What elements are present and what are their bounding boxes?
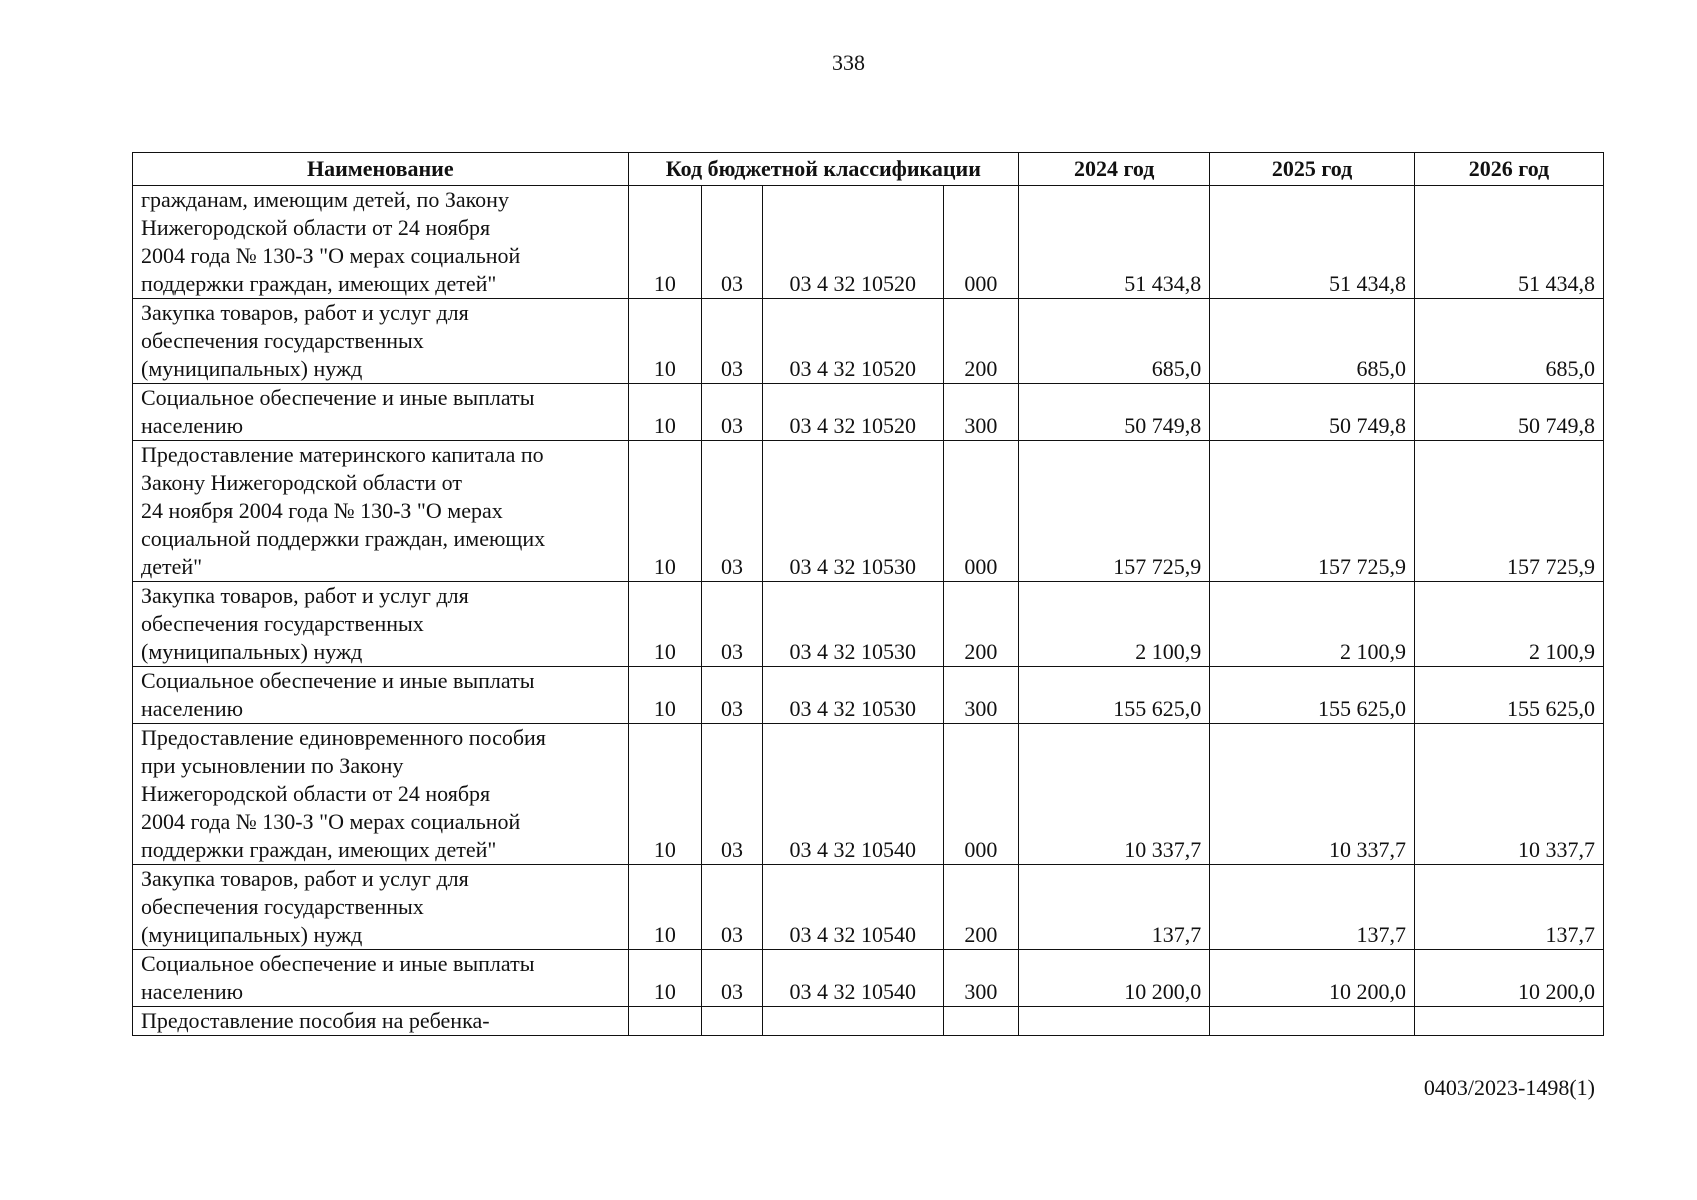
row-value-2026: 51 434,8 <box>1414 186 1603 299</box>
table-row <box>133 299 1604 384</box>
row-value-2026 <box>1414 1007 1603 1036</box>
row-section: 10 <box>628 186 701 299</box>
row-name: Закупка товаров, работ и услуг для обеспечения государственных (муниципальных) нужд <box>133 299 629 384</box>
row-subsection: 03 <box>702 865 763 950</box>
header-name: Наименование <box>133 153 629 186</box>
row-name: Закупка товаров, работ и услуг для обеспечения государственных (муниципальных) нужд <box>133 582 629 667</box>
row-value-2026: 10 200,0 <box>1414 950 1603 1007</box>
table-body <box>133 186 1604 1036</box>
row-value-2025: 50 749,8 <box>1210 384 1415 441</box>
row-value-2026: 157 725,9 <box>1414 441 1603 582</box>
row-value-2025: 51 434,8 <box>1210 186 1415 299</box>
row-expense-type: 300 <box>943 384 1019 441</box>
row-value-2025: 10 200,0 <box>1210 950 1415 1007</box>
row-expense-type: 300 <box>943 667 1019 724</box>
row-value-2024: 137,7 <box>1019 865 1210 950</box>
row-subsection: 03 <box>702 667 763 724</box>
row-target-article: 03 4 32 10540 <box>762 865 943 950</box>
row-name: Социальное обеспечение и иные выплаты населению <box>133 384 629 441</box>
table-row <box>133 186 1604 299</box>
table-row <box>133 950 1604 1007</box>
row-subsection: 03 <box>702 950 763 1007</box>
row-value-2025: 155 625,0 <box>1210 667 1415 724</box>
row-subsection <box>702 1007 763 1036</box>
row-value-2025: 10 337,7 <box>1210 724 1415 865</box>
row-section: 10 <box>628 582 701 667</box>
row-subsection: 03 <box>702 384 763 441</box>
row-target-article: 03 4 32 10530 <box>762 582 943 667</box>
row-section: 10 <box>628 441 701 582</box>
table-row <box>133 1007 1604 1036</box>
table-row <box>133 667 1604 724</box>
row-expense-type <box>943 1007 1019 1036</box>
row-value-2025: 137,7 <box>1210 865 1415 950</box>
row-subsection: 03 <box>702 441 763 582</box>
row-section: 10 <box>628 667 701 724</box>
header-budget-code: Код бюджетной классификации <box>628 153 1019 186</box>
row-value-2024: 157 725,9 <box>1019 441 1210 582</box>
row-value-2026: 2 100,9 <box>1414 582 1603 667</box>
row-expense-type: 000 <box>943 186 1019 299</box>
document-code: 0403/2023-1498(1) <box>1423 1075 1595 1100</box>
row-subsection: 03 <box>702 724 763 865</box>
row-name: Предоставление пособия на ребенка- <box>133 1007 629 1036</box>
row-subsection: 03 <box>702 186 763 299</box>
row-subsection: 03 <box>702 299 763 384</box>
table-row <box>133 724 1604 865</box>
row-value-2024: 155 625,0 <box>1019 667 1210 724</box>
row-target-article: 03 4 32 10520 <box>762 384 943 441</box>
row-value-2025 <box>1210 1007 1415 1036</box>
row-target-article: 03 4 32 10520 <box>762 186 943 299</box>
row-expense-type: 000 <box>943 724 1019 865</box>
row-target-article: 03 4 32 10530 <box>762 667 943 724</box>
row-target-article <box>762 1007 943 1036</box>
row-expense-type: 200 <box>943 865 1019 950</box>
row-target-article: 03 4 32 10530 <box>762 441 943 582</box>
header-2025: 2025 год <box>1210 153 1415 186</box>
row-value-2024: 51 434,8 <box>1019 186 1210 299</box>
row-section: 10 <box>628 384 701 441</box>
row-value-2024 <box>1019 1007 1210 1036</box>
row-name: Социальное обеспечение и иные выплаты населению <box>133 667 629 724</box>
table-row <box>133 865 1604 950</box>
row-value-2024: 685,0 <box>1019 299 1210 384</box>
row-target-article: 03 4 32 10540 <box>762 950 943 1007</box>
header-2024: 2024 год <box>1019 153 1210 186</box>
row-section: 10 <box>628 299 701 384</box>
row-section <box>628 1007 701 1036</box>
row-value-2026: 685,0 <box>1414 299 1603 384</box>
budget-table <box>132 152 1604 1036</box>
row-expense-type: 000 <box>943 441 1019 582</box>
row-section: 10 <box>628 724 701 865</box>
page-number: 338 <box>832 50 865 75</box>
row-name: Социальное обеспечение и иные выплаты населению <box>133 950 629 1007</box>
table-row <box>133 441 1604 582</box>
table-header-row <box>133 153 1604 186</box>
row-expense-type: 300 <box>943 950 1019 1007</box>
row-value-2026: 50 749,8 <box>1414 384 1603 441</box>
row-value-2026: 137,7 <box>1414 865 1603 950</box>
row-value-2026: 10 337,7 <box>1414 724 1603 865</box>
table-row <box>133 582 1604 667</box>
header-2026: 2026 год <box>1414 153 1603 186</box>
row-name: Закупка товаров, работ и услуг для обеспечения государственных (муниципальных) нужд <box>133 865 629 950</box>
row-value-2024: 2 100,9 <box>1019 582 1210 667</box>
row-name: Предоставление единовременного пособия при усыновлении по Закону Нижегородской области от 24 ноября 2004 года № 130-З "О мерах социальной поддержки граждан, имеющих детей" <box>133 724 629 865</box>
row-value-2025: 157 725,9 <box>1210 441 1415 582</box>
row-section: 10 <box>628 950 701 1007</box>
table-row <box>133 384 1604 441</box>
row-value-2024: 10 200,0 <box>1019 950 1210 1007</box>
row-value-2025: 2 100,9 <box>1210 582 1415 667</box>
row-name: Предоставление материнского капитала по Закону Нижегородской области от 24 ноября 2004 года № 130-З "О мерах социальной поддержки граждан, имеющих детей" <box>133 441 629 582</box>
row-value-2026: 155 625,0 <box>1414 667 1603 724</box>
row-value-2025: 685,0 <box>1210 299 1415 384</box>
row-section: 10 <box>628 865 701 950</box>
row-name: гражданам, имеющим детей, по Закону Нижегородской области от 24 ноября 2004 года № 130-З "О мерах социальной поддержки граждан, имеющих детей" <box>133 186 629 299</box>
row-target-article: 03 4 32 10520 <box>762 299 943 384</box>
row-expense-type: 200 <box>943 299 1019 384</box>
row-subsection: 03 <box>702 582 763 667</box>
row-value-2024: 10 337,7 <box>1019 724 1210 865</box>
row-value-2024: 50 749,8 <box>1019 384 1210 441</box>
row-target-article: 03 4 32 10540 <box>762 724 943 865</box>
row-expense-type: 200 <box>943 582 1019 667</box>
